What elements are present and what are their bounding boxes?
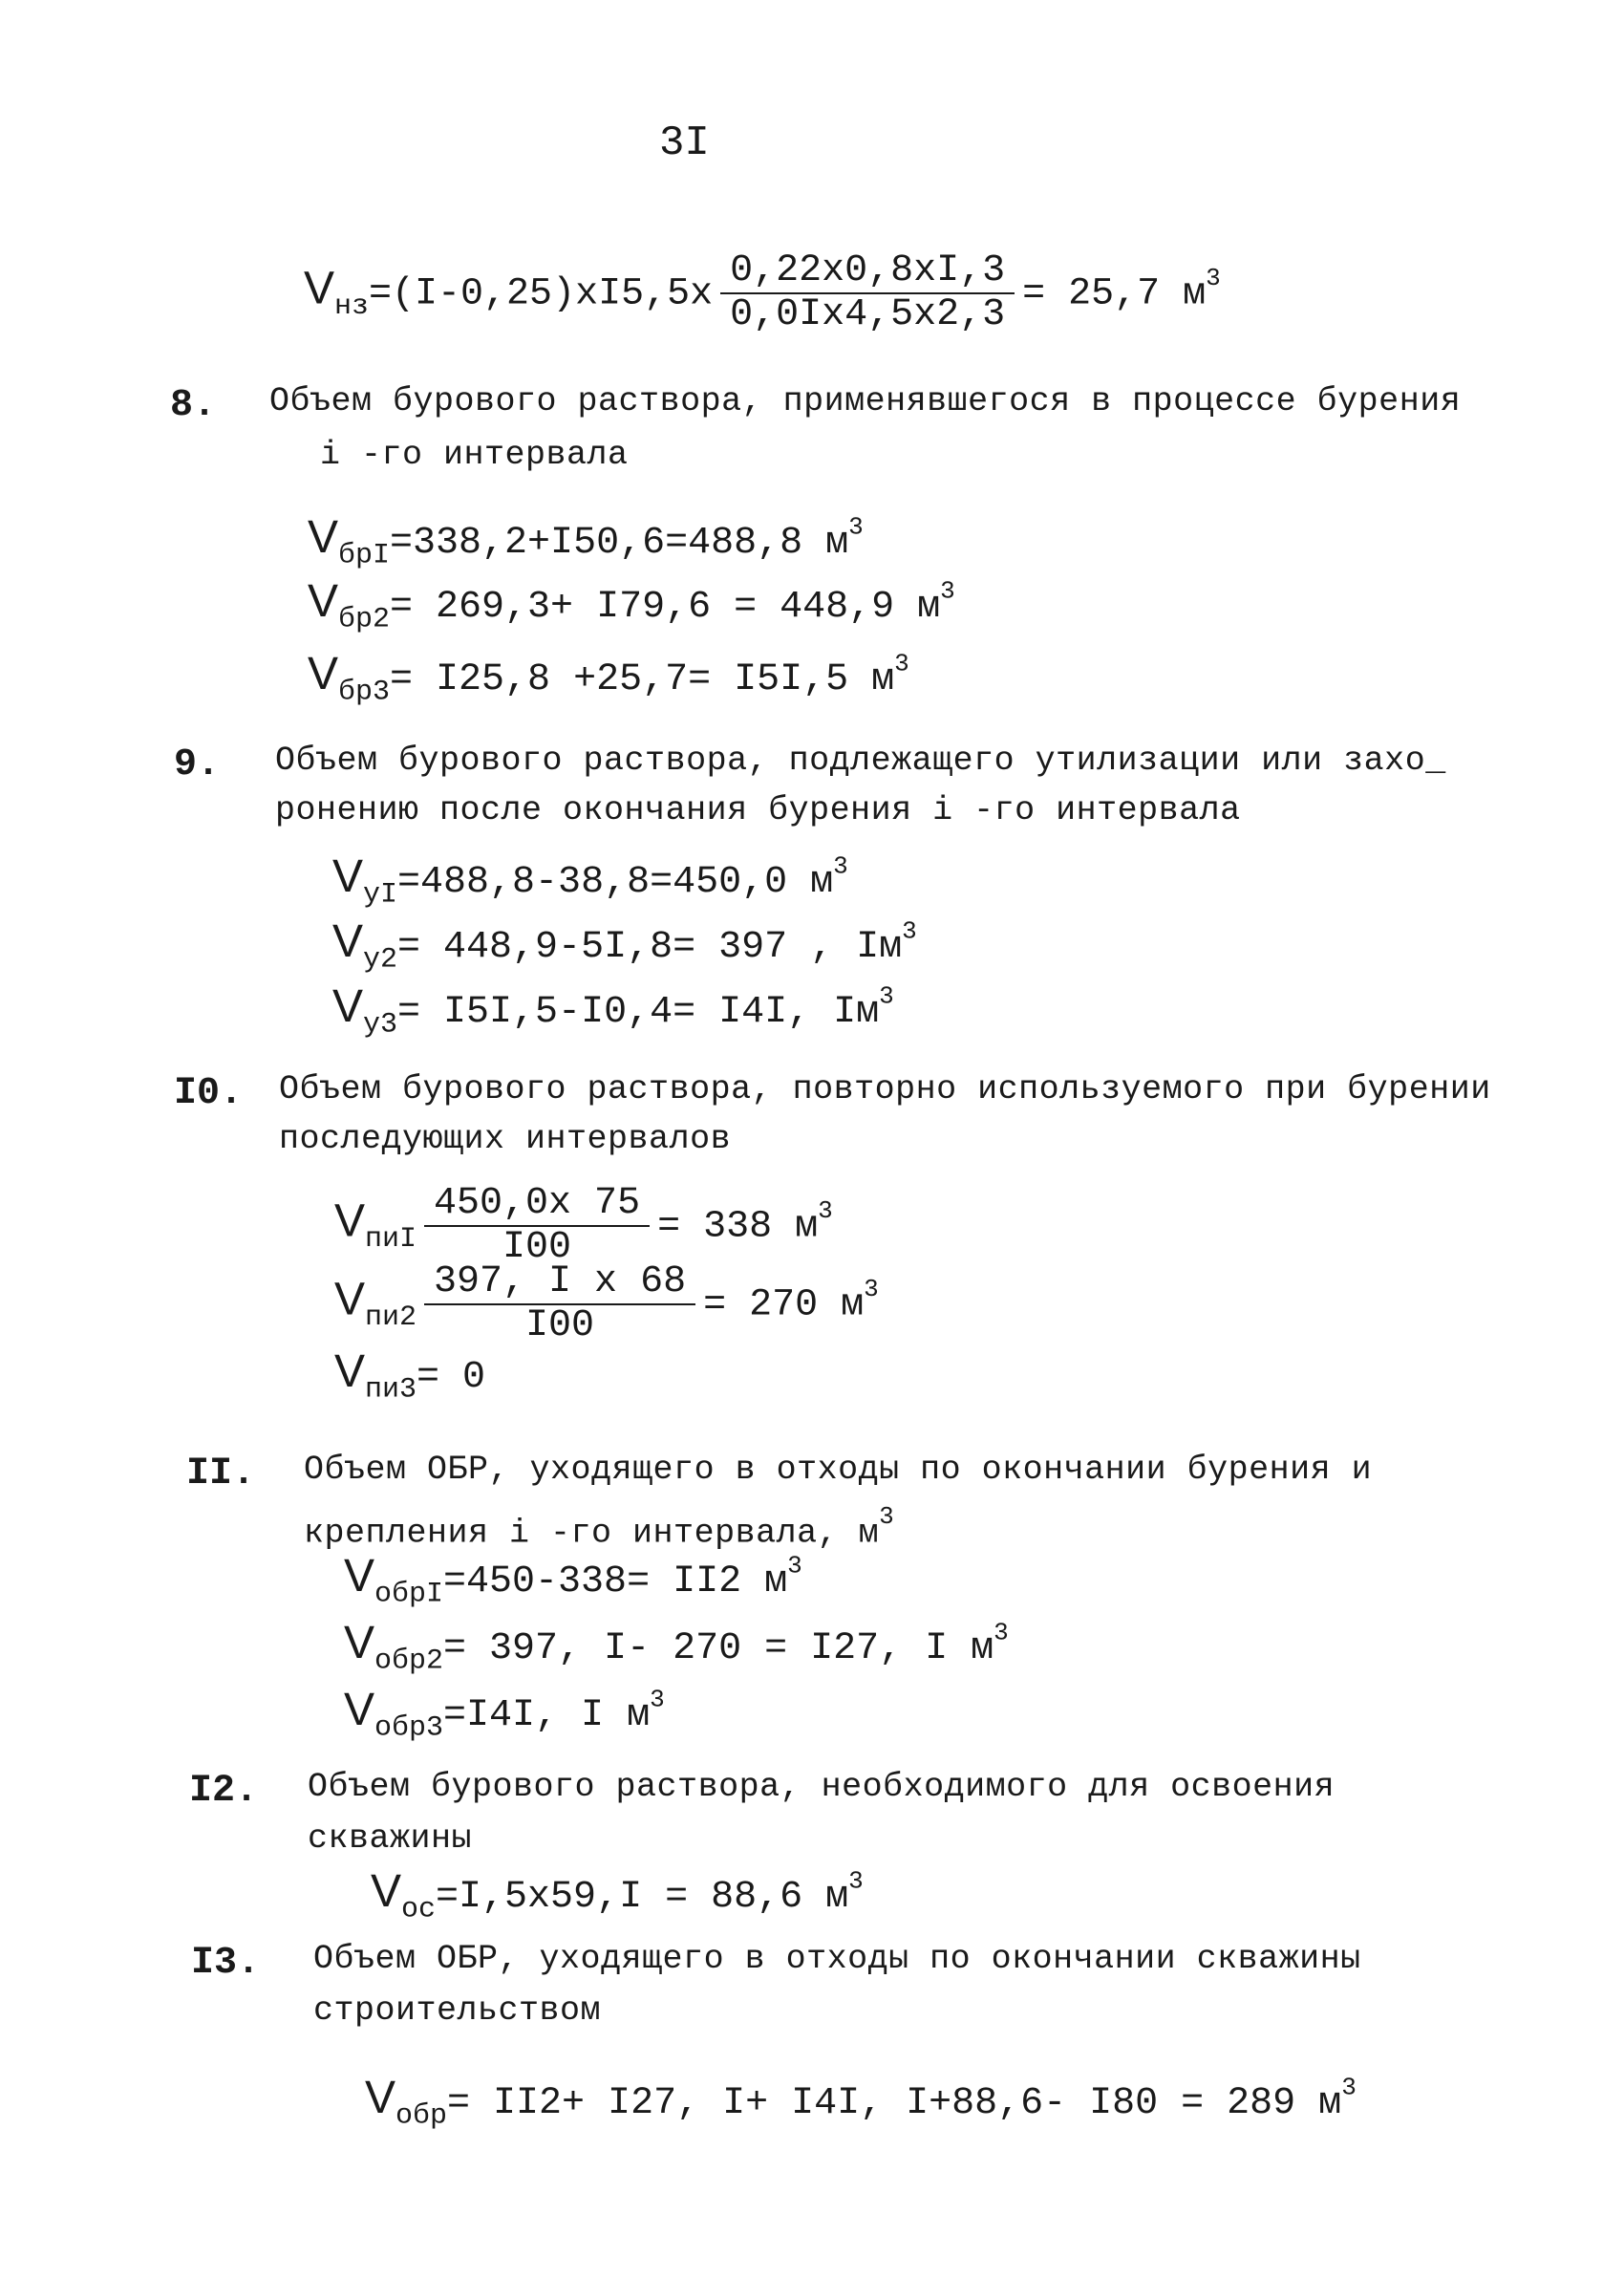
formula-result: = 25,7 м [1022, 272, 1207, 316]
formula-sub: обрI [374, 1578, 444, 1611]
formula-line [332, 980, 894, 1042]
item-text-line: Объем бурового раствора, применявшегося в процессе бурения [269, 382, 1462, 420]
formula-sub: бр2 [338, 603, 391, 636]
formula-var: V [344, 1685, 375, 1735]
formula-expr: = 269,3+ I79,6 = 448,9 м [390, 586, 941, 629]
formula-sub: пи3 [365, 1373, 417, 1407]
formula-line [308, 511, 864, 572]
item-text-line: Объем ОБР, уходящего в отходы по окончании скважины [313, 1940, 1361, 1978]
item-number: 8. [170, 384, 217, 427]
item-text-line: скважины [308, 1819, 473, 1858]
numerator: 450,0x 75 [424, 1183, 650, 1227]
formula-expr: = I25,8 +25,7= I5I,5 м [390, 658, 895, 701]
formula-var: V [334, 1195, 366, 1247]
unit-exponent: 3 [848, 1866, 864, 1896]
item-number: II. [186, 1452, 256, 1495]
item-text-line: Объем бурового раствора, подлежащего утилизации или захо_ [275, 742, 1446, 780]
formula-line [334, 1261, 879, 1347]
unit-exponent: 3 [818, 1196, 833, 1226]
formula-prefix: =(I-0,25)xI5,5x [369, 272, 714, 316]
item-number: I3. [191, 1942, 261, 1985]
formula-expr: =I,5x59,I = 88,6 м [436, 1876, 849, 1919]
item-text-line [304, 1502, 894, 1553]
formula-expr: =I4I, I м [443, 1694, 651, 1737]
formula-fraction [424, 1261, 695, 1347]
formula-line [365, 2072, 1357, 2133]
unit-exponent: 3 [848, 512, 864, 542]
unit-exponent: 3 [994, 1618, 1009, 1647]
formula-sub: бр3 [338, 676, 391, 709]
formula-expr: =338,2+I50,6=488,8 м [390, 522, 849, 565]
formula-line [308, 648, 909, 709]
formula-expr: = I5I,5-I0,4= I4I, Iм [397, 991, 880, 1034]
denominator: I00 [502, 1226, 572, 1269]
formula-var: V [344, 1551, 375, 1602]
formula-line [334, 1183, 833, 1269]
formula-sub: брI [338, 539, 391, 572]
formula-var: V [332, 981, 364, 1032]
formula-sub: у2 [363, 943, 398, 977]
formula-sub: пиI [365, 1223, 417, 1257]
formula-var: V [334, 1346, 366, 1397]
formula-var: V [334, 1274, 366, 1325]
formula-line [308, 575, 955, 636]
unit-exponent: 3 [1206, 264, 1221, 293]
unit-exponent: 3 [650, 1685, 665, 1714]
unit-exponent: 3 [833, 851, 848, 881]
denominator: 0,0Ix4,5x2,3 [730, 293, 1006, 336]
item-text-line: последующих интервалов [279, 1120, 732, 1158]
formula-sub: у3 [363, 1008, 398, 1042]
formula-var: V [344, 1618, 375, 1668]
item-text-line: Объем ОБР, уходящего в отходы по окончании бурения и [304, 1451, 1373, 1489]
unit-exponent: 3 [787, 1551, 802, 1581]
formula-var: V [332, 916, 364, 967]
formula-fraction [424, 1183, 650, 1269]
unit-exponent: 3 [894, 649, 909, 678]
unit-exponent: 3 [902, 916, 917, 946]
formula-expr: = 270 м [703, 1283, 865, 1327]
formula-expr: = II2+ I27, I+ I4I, I+88,6- I80 = 289 м [447, 2082, 1342, 2125]
formula-sub: ос [401, 1893, 437, 1926]
formula-expr: = 448,9-5I,8= 397 , Iм [397, 926, 903, 969]
formula-var: V [365, 2073, 396, 2123]
item-text-line: i -го интервала [320, 436, 629, 474]
formula-var: V [308, 576, 339, 627]
item-number: I0. [174, 1072, 244, 1115]
item-text-line: Объем бурового раствора, необходимого для освоения [308, 1768, 1336, 1806]
formula-var: V [308, 512, 339, 563]
formula-line [332, 915, 917, 977]
formula-line [344, 1617, 1009, 1678]
numerator: 397, I x 68 [424, 1261, 695, 1305]
formula-line [334, 1345, 485, 1407]
item-text: крепления i -го интервала, м [304, 1514, 880, 1553]
formula-var: V [308, 649, 339, 699]
formula-sub: уI [363, 878, 398, 912]
page-number: 3I [659, 119, 710, 167]
formula-fraction [720, 250, 1015, 336]
formula-line [344, 1684, 665, 1745]
unit-exponent: 3 [1341, 2073, 1357, 2102]
formula-expr: = 0 [417, 1356, 486, 1399]
formula-var: V [332, 851, 364, 902]
formula-sub: обр [395, 2099, 448, 2133]
formula-var: V [371, 1866, 402, 1917]
item-number: 9. [174, 743, 221, 786]
formula-v-nz [304, 250, 1221, 336]
item-text-line: Объем бурового раствора, повторно используемого при бурении [279, 1070, 1491, 1108]
numerator: 0,22x0,8xI,3 [720, 250, 1015, 294]
item-number: I2. [189, 1770, 259, 1813]
unit-exponent: 3 [879, 981, 894, 1011]
formula-sub: пи2 [365, 1301, 417, 1335]
formula-sub: обр3 [374, 1711, 444, 1745]
formula-expr: =488,8-38,8=450,0 м [397, 861, 834, 904]
unit-exponent: 3 [879, 1502, 895, 1531]
formula-sub: обр2 [374, 1645, 444, 1678]
formula-expr: = 338 м [657, 1205, 819, 1249]
unit-exponent: 3 [864, 1275, 879, 1304]
unit-exponent: 3 [940, 576, 955, 606]
formula-line [371, 1865, 864, 1926]
denominator: I00 [525, 1304, 595, 1347]
formula-expr: = 397, I- 270 = I27, I м [443, 1627, 994, 1670]
formula-line [344, 1550, 802, 1611]
formula-line [332, 850, 848, 912]
formula-sub: нз [334, 290, 370, 324]
item-text-line: строительством [313, 1991, 602, 2030]
formula-expr: =450-338= II2 м [443, 1560, 788, 1603]
item-text-line: ронению после окончания бурения i -го интервала [275, 791, 1241, 829]
formula-var: V [304, 263, 335, 314]
